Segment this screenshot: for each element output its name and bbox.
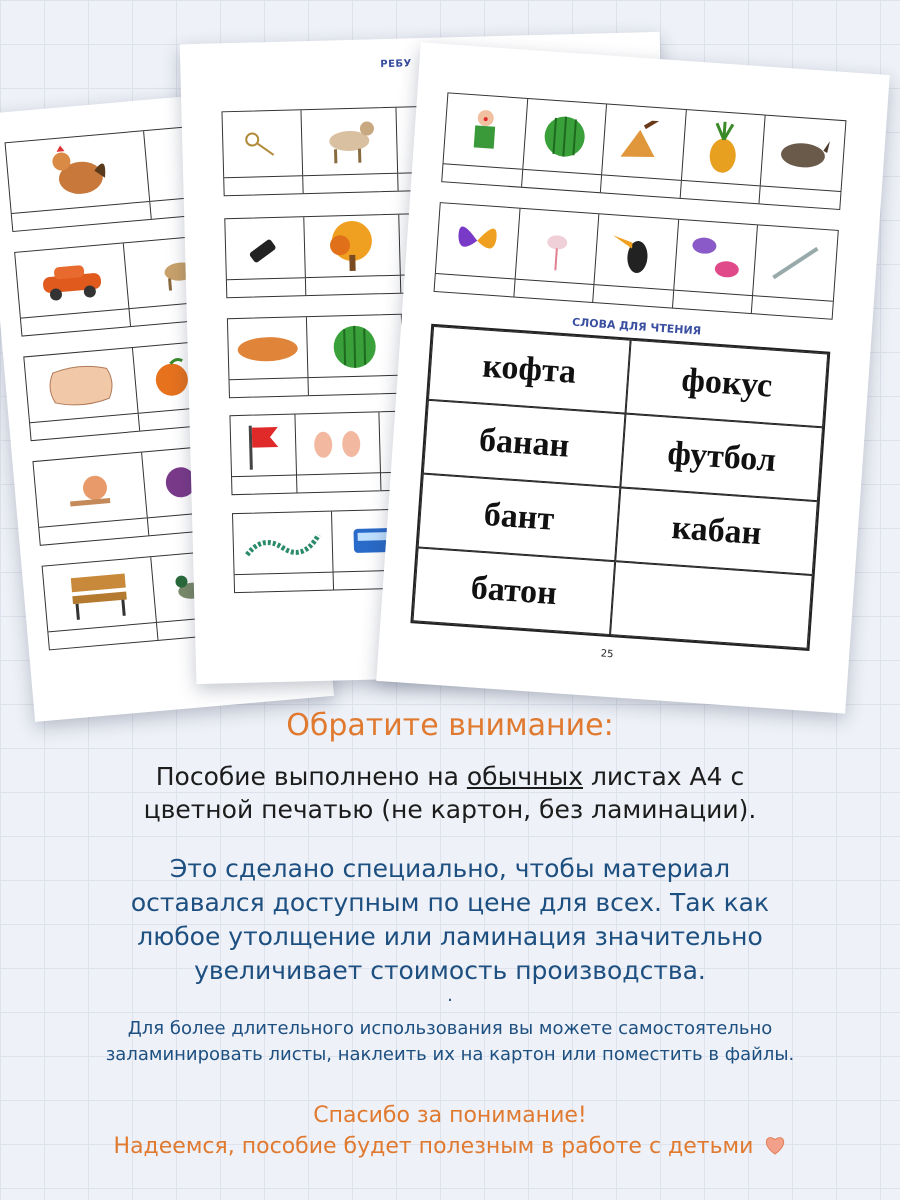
reading-word: кабан (615, 487, 818, 575)
worksheet-page-right (376, 42, 889, 713)
notice-title: Обратите внимание: (286, 708, 614, 743)
toucan-picture (607, 225, 666, 279)
pillow-picture (44, 358, 118, 414)
notice-reason (0, 852, 900, 988)
orange-picture (150, 356, 193, 399)
notice-main-line2: цветной печатью (не картон, без ламинации). (143, 795, 757, 824)
page-number: 25 (600, 648, 614, 661)
notice-thanks-line: Надеемся, пособие будет полезным в работе с детьми (113, 1134, 754, 1159)
notice-main-prefix: Пособие выполнено на (155, 762, 467, 791)
clown-picture (463, 105, 506, 158)
notice-main (0, 760, 900, 826)
notice-tip-line: заламинировать листы, наклеить их на картон или поместить в файлы. (105, 1044, 795, 1065)
picture-row (434, 202, 839, 320)
reading-word: бант (418, 474, 621, 562)
balalaika-picture (614, 118, 673, 166)
notice-main-suffix: листах А4 с (583, 762, 745, 791)
autumn-tree-picture (320, 218, 385, 276)
snail-picture (64, 468, 117, 512)
notice-thanks-line: Спасибо за понимание! (313, 1103, 587, 1128)
watermelon-picture (539, 111, 590, 162)
butterfly-picture (451, 214, 504, 267)
reading-word: кофта (428, 326, 631, 414)
watermelon-picture (330, 322, 379, 371)
car-picture (35, 258, 108, 304)
notice-tip (0, 1016, 900, 1068)
notice-tip-line: Для более длительного использования вы можете самостоятельно (127, 1018, 773, 1039)
notice-thanks (0, 1100, 900, 1162)
pineapple-picture (703, 119, 743, 177)
slippers-picture (686, 231, 745, 285)
rooster-picture (40, 139, 115, 205)
reading-word: батон (412, 547, 615, 635)
knife-picture (769, 242, 822, 285)
flag-picture (242, 421, 283, 472)
reading-word: фокус (626, 340, 829, 428)
picture-row (441, 92, 846, 210)
notice-reason-line: оставался доступным по цене для всех. Так как (130, 888, 770, 917)
bread-loaf-picture (234, 329, 301, 371)
reading-word (610, 561, 813, 649)
notice-reason-line: любое утолщение или ламинация значительно (137, 922, 763, 951)
beads-picture (242, 523, 323, 565)
rhinoceros-picture (774, 134, 832, 174)
reading-word: банан (423, 400, 626, 488)
notice-main-underlined: обычных (466, 762, 583, 791)
page-title: РЕБУ (380, 58, 412, 71)
flashlight-picture (245, 229, 286, 270)
goat-picture (319, 116, 380, 168)
notice-reason-line: Это сделано специально, чтобы материал (169, 854, 731, 883)
notice-dot: . (447, 985, 453, 1006)
ears-picture (309, 427, 366, 462)
flamingo-picture (535, 217, 579, 276)
bench-picture (62, 567, 136, 623)
key-picture (242, 129, 283, 160)
notice-reason-line: увеличивает стоимость производства. (194, 956, 706, 985)
reading-word: футбол (620, 414, 823, 502)
section-title: СЛОВА ДЛЯ ЧТЕНИЯ (571, 315, 702, 338)
heart-icon (764, 1135, 786, 1155)
reading-words-table (410, 324, 830, 651)
